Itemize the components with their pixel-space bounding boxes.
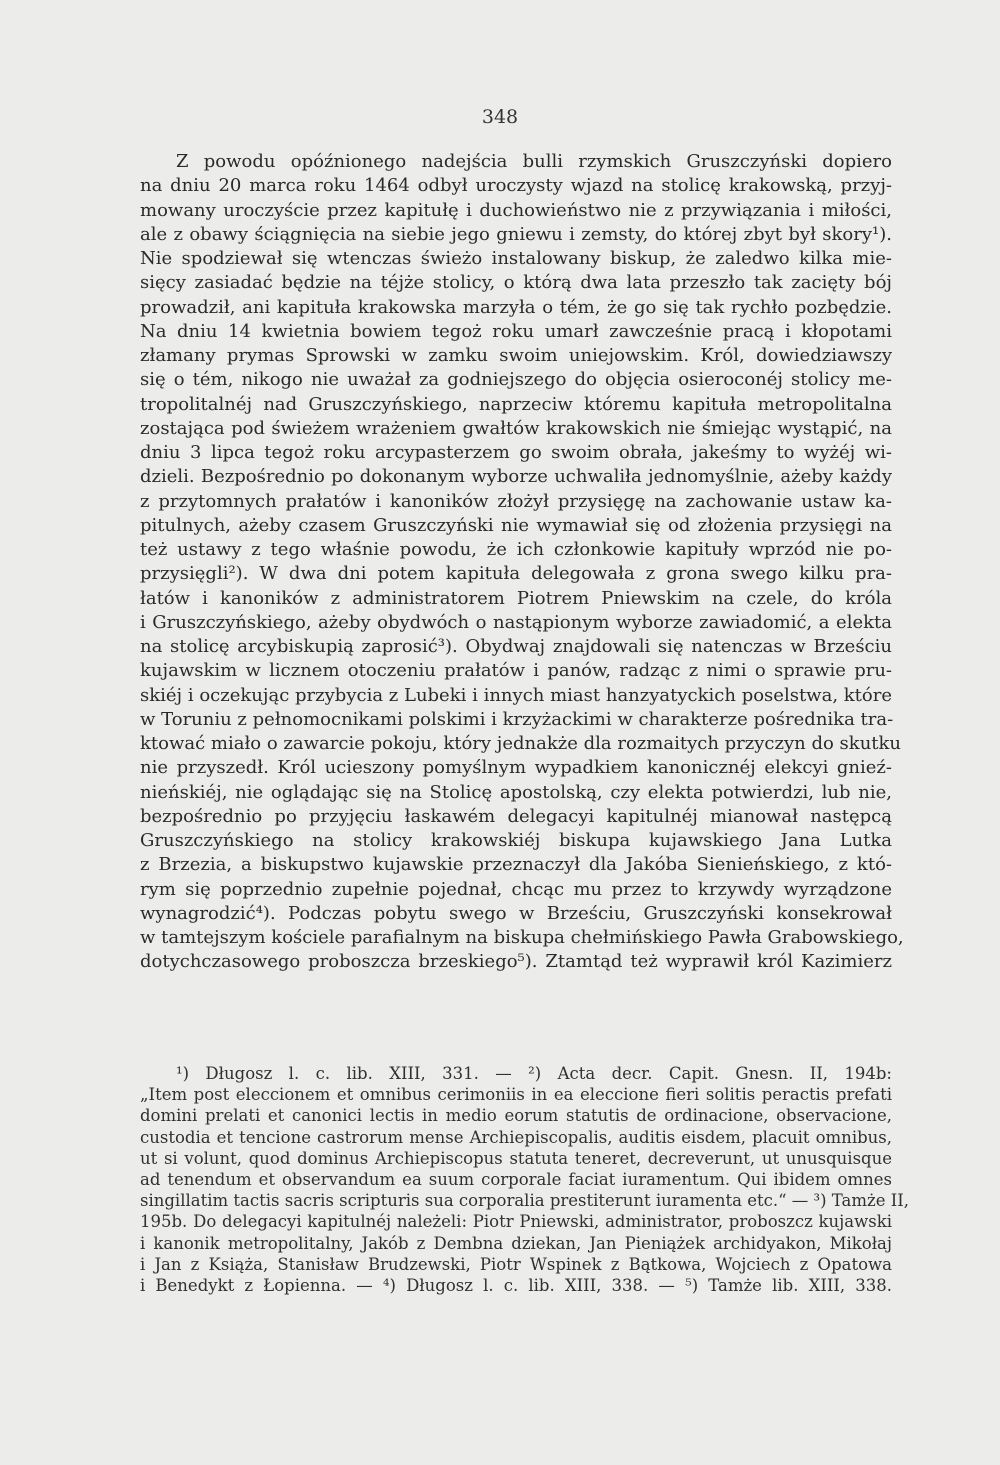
footnote-line: ut si volunt, quod dominus Archiepiscopus statuta teneret, decreverunt, ut unusquisque [140, 1148, 892, 1168]
body-line: Na dniu 14 kwietnia bowiem tegoż roku umarł zawcześnie pracą i kłopotami [140, 320, 892, 342]
body-line: mowany uroczyście przez kapitułę i duchowieństwo nie z przywiązania i miłości, [140, 199, 892, 221]
body-line: złamany prymas Sprowski w zamku swoim uniejowskim. Król, dowiedziawszy [140, 345, 892, 366]
body-line: skiéj i oczekując przybycia z Lubeki i innych miast hanzyatyckich poselstwa, które [140, 684, 892, 706]
body-line: z przytomnych prałatów i kanoników złożył przysięgę na zachowanie ustaw ka- [140, 490, 892, 512]
body-line: zostająca pod świeżem wrażeniem gwałtów krakowskich nie śmiejąc wystąpić, na [140, 417, 892, 439]
footnote-line: i Jan z Książa, Stanisław Brudzewski, Piotr Wspinek z Bątkowa, Wojciech z Opatowa [140, 1254, 892, 1274]
body-line: wynagrodzić⁴). Podczas pobytu swego w Brześciu, Gruszczyński konsekrował [140, 902, 892, 924]
footnote-line: i kanonik metropolitalny, Jakób z Dembna dziekan, Jan Pieniążek archidyakon, Mikołaj [140, 1233, 892, 1253]
body-text [140, 150, 904, 975]
body-line: prowadził, ani kapituła krakowska marzyła o tém, że go się tak rychło pozbędzie. [140, 296, 892, 318]
body-line: przysięgli²). W dwa dni potem kapituła delegowała z grona swego kilku pra- [140, 563, 892, 585]
page-number: 348 [481, 106, 519, 128]
body-line: Gruszczyńskiego na stolicy krakowskiéj biskupa kujawskiego Jana Lutka [140, 830, 892, 851]
footnote-line: ¹) Długosz l. c. lib. XIII, 331. — ²) Acta decr. Capit. Gnesn. II, 194b: [176, 1064, 892, 1083]
footnotes [140, 1063, 909, 1296]
body-line: łatów i kanoników z administratorem Piotrem Pniewskim na czele, do króla [140, 587, 892, 609]
body-line: dotychczasowego proboszcza brzeskiego⁵). Ztamtąd też wyprawił król Kazimierz [140, 951, 892, 973]
body-line: pitulnych, ażeby czasem Gruszczyński nie wymawiał się od złożenia przysięgi na [140, 514, 892, 536]
footnote-line: ad tenendum et observandum ea suum corporale faciat iuramentum. Qui ibidem omnes [140, 1169, 892, 1189]
body-line: na stolicę arcybiskupią zaprosić³). Obydwaj znajdowali się natenczas w Brześciu [140, 636, 892, 657]
body-line: tropolitalnéj nad Gruszczyńskiego, naprzeciw któremu kapituła metropolitalna [140, 393, 892, 415]
body-line: nieńskiéj, nie oglądając się na Stolicę apostolską, czy elekta potwierdzi, lub nie, [140, 781, 892, 803]
body-line: bezpośrednio po przyjęciu łaskawém delegacyi kapitulnéj mianował następcą [140, 805, 892, 827]
body-line: kujawskim w licznem otoczeniu prałatów i panów, radząc z nimi o sprawie pru- [140, 660, 892, 682]
body-line: Nie spodziewał się wtenczas świeżo instalowany biskup, że zaledwo kilka mie- [140, 248, 892, 269]
body-line: dniu 3 lipca tegoż roku arcypasterzem go swoim obrała, jakeśmy to wyżéj wi- [140, 442, 892, 463]
body-line: sięcy zasiadać będzie na téjże stolicy, o którą dwa lata przeszło tak zacięty bój [140, 272, 892, 294]
body-line: w tamtejszym kościele parafialnym na biskupa chełmińskiego Pawła Grabowskiego, [140, 927, 904, 948]
footnote-line: „Item post eleccionem et omnibus cerimoniis in ea eleccione fieri solitis peractis prefati [140, 1085, 892, 1105]
body-line: ale z obawy ściągnięcia na siebie jego gniewu i zemsty, do której zbyt był skory¹). [140, 223, 892, 245]
body-line: też ustawy z tego właśnie powodu, że ich członkowie kapituły wprzód nie po- [140, 539, 892, 560]
footnote-line: singillatim tactis sacris scripturis sua corporalia prestiterunt iuramenta etc.“ — ³) Tamże II, [140, 1191, 909, 1211]
footnote-line: custodia et tencione castrorum mense Archiepiscopalis, auditis eisdem, placuit omnibus, [140, 1127, 892, 1147]
body-line: nie przyszedł. Król ucieszony pomyślnym wypadkiem kanonicznéj elekcyi gnieź- [140, 757, 892, 779]
body-line: na dniu 20 marca roku 1464 odbył uroczysty wjazd na stolicę krakowską, przyj- [140, 175, 892, 197]
footnote-line: i Benedykt z Łopienna. — ⁴) Długosz l. c. lib. XIII, 338. — ⁵) Tamże lib. XIII, 338. [140, 1275, 892, 1295]
body-line: i Gruszczyńskiego, ażeby obydwóch o nastąpionym wyborze zawiadomić, a elekta [140, 611, 892, 633]
body-line: w Toruniu z pełnomocnikami polskimi i krzyżackimi w charakterze pośrednika tra- [140, 708, 894, 730]
footnote-line: domini prelati et canonici lectis in medio eorum statutis de ordinacione, observacione, [140, 1106, 892, 1126]
body-line: się o tém, nikogo nie uważał za godniejszego do objęcia osieroconéj stolicy me- [140, 369, 892, 391]
body-line: rym się poprzednio zupełnie pojednał, chcąc mu przez to krzywdy wyrządzone [140, 878, 892, 900]
body-line: z Brzezia, a biskupstwo kujawskie przeznaczył dla Jakóba Sienieńskiego, z któ- [140, 854, 892, 876]
footnote-line: 195b. Do delegacyi kapitulnéj należeli: Piotr Pniewski, administrator, proboszcz kujawski [140, 1212, 892, 1232]
body-line: ktować miało o zawarcie pokoju, który jednakże dla rozmaitych przyczyn do skutku [140, 733, 902, 754]
body-line: Z powodu opóźnionego nadejścia bulli rzymskich Gruszczyński dopiero [176, 151, 892, 172]
body-line: dzieli. Bezpośrednio po dokonanym wyborze uchwaliła jednomyślnie, ażeby każdy [140, 466, 892, 488]
